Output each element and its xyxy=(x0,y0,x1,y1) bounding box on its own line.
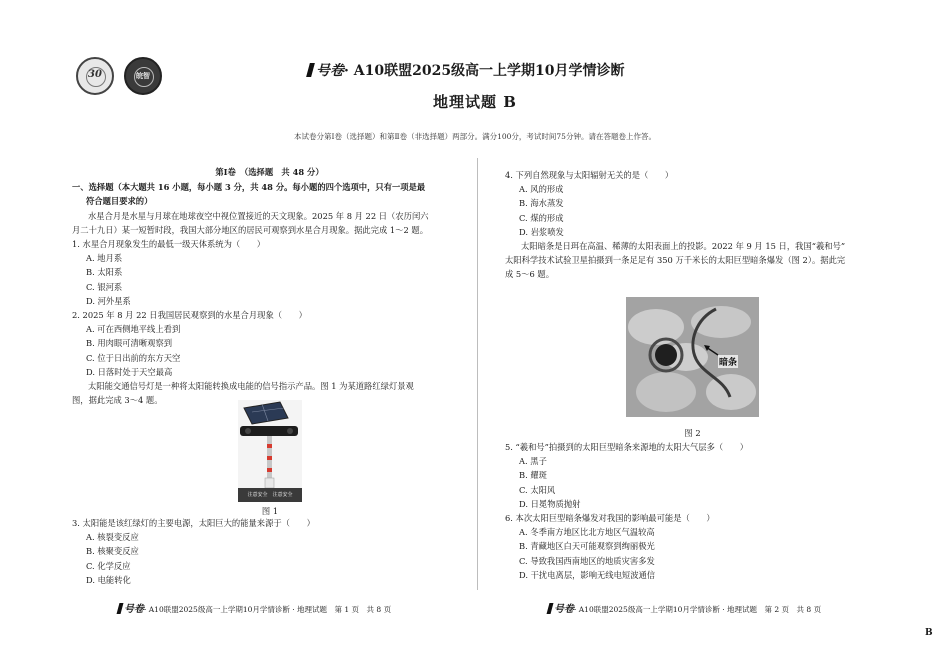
instruction-line: 符合题目要求的） xyxy=(86,196,153,207)
footer-brand-mark: 号卷 xyxy=(554,604,574,615)
option: B. 青藏地区白天可能观察到绚丽极光 xyxy=(519,541,655,552)
footer-i-mark xyxy=(547,603,554,614)
question-4: 4. 下列自然现象与太阳辐射无关的是（ ） xyxy=(505,170,674,180)
option: D. 河外星系 xyxy=(86,295,131,306)
option: D. 电能转化 xyxy=(86,574,131,585)
question-5: 5. “羲和号”拍摄到的太阳巨型暗条来源地的太阳大气层多（ ） xyxy=(505,442,749,452)
solar-traffic-light-illustration xyxy=(238,400,302,502)
question-2: 2. 2025 年 8 月 22 日我国居民观察到的水星合月现象（ ） xyxy=(72,310,307,321)
option: A. 可在西侧地平线上看到 xyxy=(86,324,181,335)
question-6: 6. 本次太阳巨型暗条爆发对我国的影响最可能是（ ） xyxy=(505,513,715,524)
subject-title: 地理试题 B xyxy=(433,93,517,111)
footer-text: · A10联盟2025级高一上学期10月学情诊断 · 地理试题 第 1 页 共 8 页 xyxy=(144,605,392,614)
option: C. 位于日出前的东方天空 xyxy=(86,352,181,363)
option: D. 日冕物质抛射 xyxy=(519,498,581,509)
figure-1-caption: 图 1 xyxy=(261,506,279,516)
option: A. 风的形成 xyxy=(519,184,564,195)
left-column-bottom xyxy=(72,516,467,587)
option: A. 黑子 xyxy=(519,456,547,467)
brand-mark: 号卷 xyxy=(316,63,344,79)
footer-right xyxy=(548,600,821,615)
option: B. 耀斑 xyxy=(519,470,547,481)
intro-paragraph: 水星合月是水星与月球在地球夜空中视位置接近的天文现象。2025 年 8 月 22 日（农历闰六 xyxy=(88,210,429,221)
exam-note: 本试卷分第Ⅰ卷（选择题）和第Ⅱ卷（非选择题）两部分。满分100分，考试时间75分钟。请在答题卷上作答。 xyxy=(294,132,656,141)
intro-paragraph: 太阳能交通信号灯是一种将太阳能转换成电能的信号指示产品。图 1 为某道路红绿灯景观 xyxy=(88,381,414,392)
intro-paragraph: 成 5～6 题。 xyxy=(505,269,555,280)
option: B. 用肉眼可清晰观察到 xyxy=(86,338,173,349)
footer-brand-mark: 号卷 xyxy=(124,604,144,615)
option: D. 日落时处于天空最高 xyxy=(86,366,173,377)
figure-1-sign-text: 注意安全 注意安全 xyxy=(247,492,293,498)
exam-title: · A10联盟2025级高一上学期10月学情诊断 xyxy=(344,63,625,79)
intro-paragraph: 太阳暗条是日珥在高温、稀薄的太阳表面上的投影。2022 年 9 月 15 日，我国“羲和号” xyxy=(521,241,846,252)
option: C. 银河系 xyxy=(86,281,123,292)
footer-left xyxy=(118,600,391,615)
footer-i-mark xyxy=(117,603,124,614)
option: C. 导致我国西南地区的地质灾害多发 xyxy=(519,555,655,566)
footer-text: · A10联盟2025级高一上学期10月学情诊断 · 地理试题 第 2 页 共 8 页 xyxy=(574,605,822,614)
option: C. 太阳风 xyxy=(519,484,556,495)
option: B. 海水蒸发 xyxy=(519,198,564,209)
option: A. 冬季南方地区比北方地区气温较高 xyxy=(519,527,655,538)
education-logo xyxy=(124,57,162,95)
intro-paragraph: 月二十九日）某一短暂时段，我国大部分地区的居民可观察到水星合月现象。据此完成 1～2 题。 xyxy=(72,224,429,235)
column-divider xyxy=(477,158,478,590)
intro-paragraph: 图，据此完成 3～4 题。 xyxy=(72,395,163,406)
solar-filament-illustration xyxy=(626,297,759,417)
option: A. 地月系 xyxy=(86,253,123,264)
option: D. 岩浆喷发 xyxy=(519,226,564,237)
figure-2-caption: 图 2 xyxy=(684,428,701,438)
section-title: 第Ⅰ卷 （选择题 共 48 分） xyxy=(215,167,324,177)
figure-2-image xyxy=(626,297,759,417)
option: C. 煤的形成 xyxy=(519,212,564,223)
intro-paragraph: 太阳科学技术试验卫星拍摄到一条足足有 350 万千米长的太阳巨型暗条爆发（图 2）。据此完 xyxy=(505,255,846,266)
option: A. 核裂变反应 xyxy=(86,532,139,543)
right-column xyxy=(505,168,885,282)
option: B. 太阳系 xyxy=(86,267,123,278)
alliance-logo-label: 30 xyxy=(88,69,102,80)
figure-1-image xyxy=(238,400,302,502)
brand-i-mark xyxy=(306,63,315,77)
instruction-line: 一、选择题（本大题共 16 小题，每小题 3 分，共 48 分。每小题的四个选项中，只有一项是最 xyxy=(72,182,426,193)
filament-label: 暗条 xyxy=(718,355,738,368)
education-logo-label: 皖智 xyxy=(136,71,150,80)
corner-letter: B xyxy=(925,628,933,638)
question-1: 1. 水星合月现象发生的最低一级天体系统为（ ） xyxy=(72,239,266,250)
left-column xyxy=(72,165,467,407)
header-title xyxy=(308,60,625,80)
question-3: 3. 太阳能是该红绿灯的主要电源，太阳巨大的能量来源于（ ） xyxy=(72,518,315,528)
right-column-bottom xyxy=(505,440,885,582)
alliance-logo xyxy=(76,57,114,95)
option: D. 干扰电离层，影响无线电短波通信 xyxy=(519,569,656,580)
option: B. 核聚变反应 xyxy=(86,546,139,557)
option: C. 化学反应 xyxy=(86,560,131,571)
